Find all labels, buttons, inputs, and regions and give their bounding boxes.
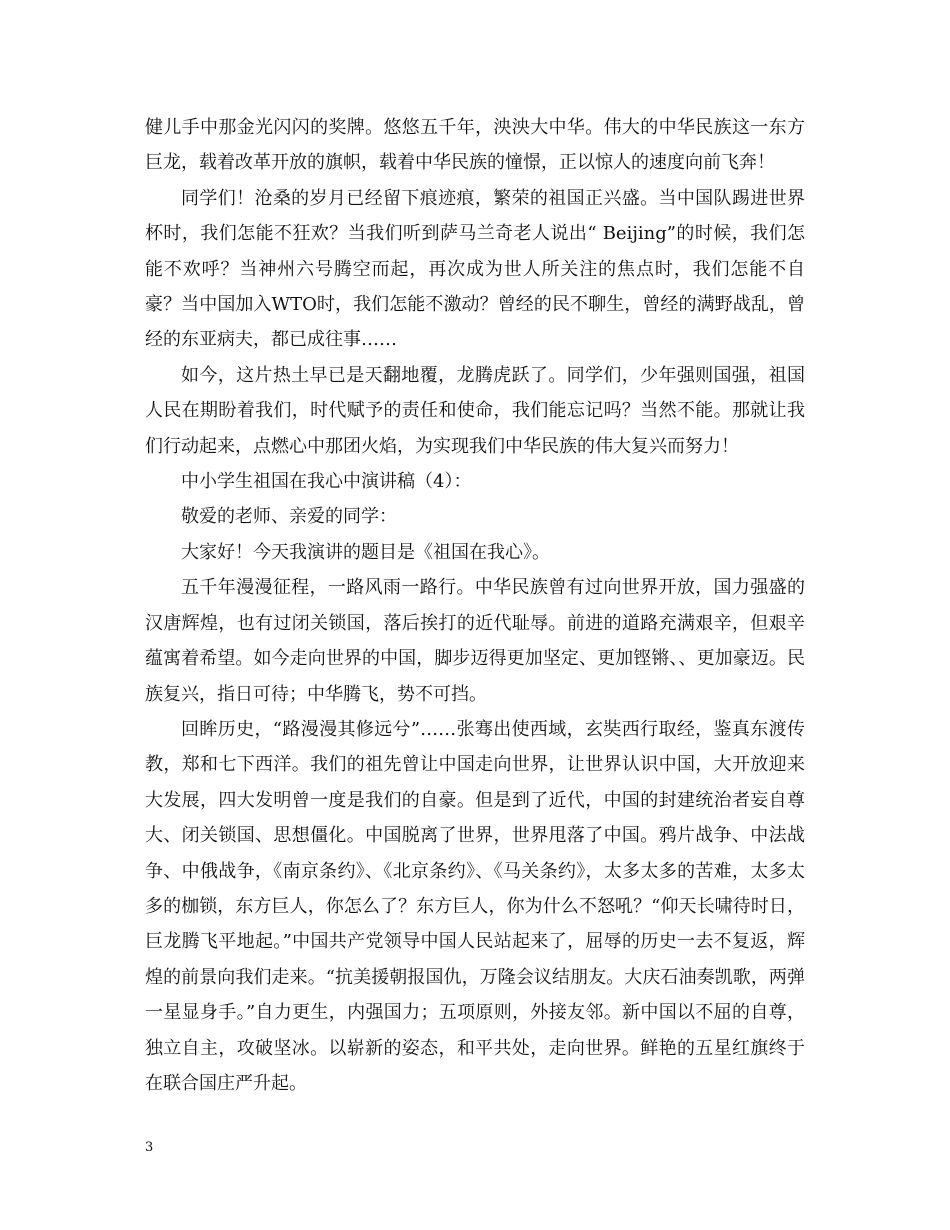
- paragraph-3: 如今，这片热土早已是天翻地覆，龙腾虎跃了。同学们，少年强则国强，祖国人民在期盼着我们，时代赋予的责任和使命，我们能忘记吗？当然不能。那就让我们行动起来，点燃心中那团火焰，为实现我们中华民族的伟大复兴而努力！: [145, 364, 805, 457]
- greeting: 大家好！今天我演讲的题目是《祖国在我心》。: [181, 541, 550, 563]
- paragraph-7: 五千年漫漫征程，一路风雨一路行。中华民族曾有过向世界开放，国力强盛的汉唐辉煌，也有过闭关锁国，落后挨打的近代耻辱。前进的道路充满艰辛，但艰辛蕴寓着希望。如今走向世界的中国，脚步迈得更加坚定、更加铿锵、、更加豪迈。民族复兴，指日可待；中华腾飞，势不可挡。: [145, 577, 805, 705]
- paragraph-2: 同学们！沧桑的岁月已经留下痕迹痕，繁荣的祖国正兴盛。当中国队踢进世界杯时，我们怎能不狂欢？当我们听到萨马兰奇老人说出“ Beijing”的时候，我们怎能不欢呼？当神州六号腾空而起，再次成为世人所关注的焦点时，我们怎能不自豪？当中国加入WTO时，我们怎能不激动？曾经的民不聊生，曾经的满野战乱，曾经的东亚病夫，都已成往事……: [145, 187, 805, 351]
- salutation: 敬爱的老师、亲爱的同学：: [181, 506, 397, 528]
- document-body: [145, 110, 805, 1101]
- paragraph-8: 回眸历史，“路漫漫其修远兮”……张骞出使西域，玄奘西行取经，鉴真东渡传教，郑和七下西洋。我们的祖先曾让中国走向世界，让世界认识中国，大开放迎来大发展，四大发明曾一度是我们的自豪。但是到了近代，中国的封建统治者妄自尊大、闭关锁国、思想僵化。中国脱离了世界，世界甩落了中国。鸦片战争、中法战争、中俄战争，《南京条约》、《北京条约》、《马关条约》，太多太多的苦难，太多太多的枷锁，东方巨人，你怎么了？东方巨人，你为什么不怒吼？“仰天长啸待时日，巨龙腾飞平地起。”中国共产党领导中国人民站起来了，屈辱的历史一去不复返，辉煌的前景向我们走来。“抗美援朝报国仇，万隆会议结朋友。大庆石油奏凯歌，两弹一星显身手。”自力更生，内强国力；五项原则，外接友邻。新中国以不屈的自尊，独立自主，攻破坚冰。以崭新的姿态，和平共处，走向世界。鲜艳的五星红旗终于在联合国庄严升起。: [145, 718, 805, 1094]
- page-number: 3: [145, 1140, 154, 1155]
- section-heading: 中小学生祖国在我心中演讲稿（4）：: [181, 471, 472, 493]
- paragraph-1: 健儿手中那金光闪闪的奖牌。悠悠五千年，泱泱大中华。伟大的中华民族这一东方巨龙，载着改革开放的旗帜，载着中华民族的憧憬，正以惊人的速度向前飞奔！: [145, 117, 805, 174]
